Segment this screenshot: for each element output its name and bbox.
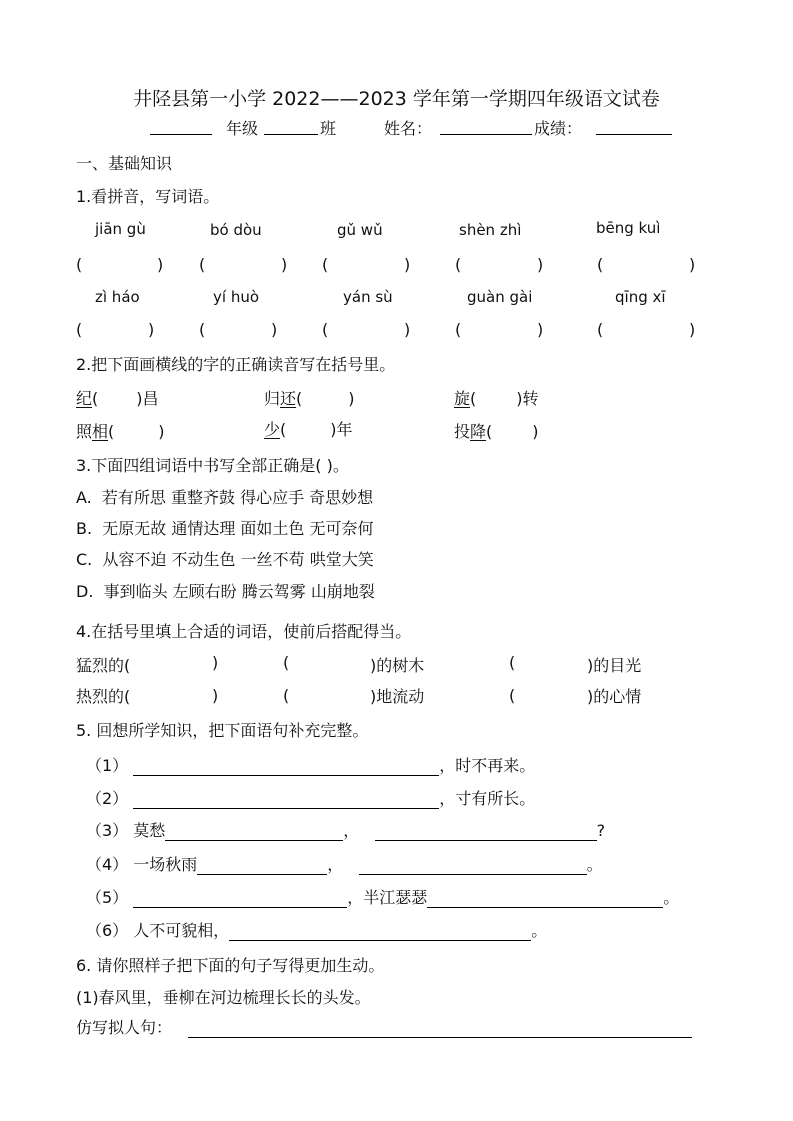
- answer-paren-close: ): [404, 255, 411, 274]
- fill-blank[interactable]: [375, 822, 597, 841]
- answer-paren-close: ): [157, 255, 164, 274]
- reading-item-2: 归还( ): [264, 389, 355, 408]
- answer-paren-open[interactable]: (: [597, 255, 604, 274]
- class-blank[interactable]: [264, 116, 318, 135]
- match-row-1-a[interactable]: 猛烈的(: [76, 656, 131, 675]
- score-label: 成绩：: [534, 119, 583, 138]
- reading-item-3: 旋( )转: [454, 389, 539, 408]
- answer-paren-open[interactable]: (: [597, 320, 604, 339]
- answer-paren-open[interactable]: (: [455, 320, 462, 339]
- match-row-2-e[interactable]: (: [509, 686, 516, 705]
- fill-blank[interactable]: [133, 790, 439, 809]
- score-blank[interactable]: [596, 116, 672, 135]
- imitation-answer-line[interactable]: [188, 1019, 692, 1038]
- answer-paren-close: ): [148, 320, 155, 339]
- match-row-2-f: )的心情: [587, 687, 642, 706]
- fill-blank[interactable]: [427, 889, 663, 908]
- fill-item-4: （4） 一场秋雨 ， 。: [86, 855, 603, 874]
- fill-blank[interactable]: [197, 856, 327, 875]
- example-sentence: (1)春风里，垂柳在河边梳理长长的头发。: [76, 988, 371, 1007]
- fill-item-5: （5） ，半江瑟瑟 。: [86, 888, 680, 907]
- match-row-1-c[interactable]: (: [283, 653, 290, 672]
- question-5-title: 5. 回想所学知识，把下面语句补充完整。: [76, 721, 369, 740]
- match-row-2-d: )地流动: [370, 687, 425, 706]
- reading-item-4: 照相( ): [76, 422, 165, 441]
- answer-paren-close: ): [689, 320, 696, 339]
- class-label: 班: [320, 119, 337, 138]
- answer-paren-open[interactable]: (: [76, 320, 83, 339]
- option-b[interactable]: B. 无原无故 通情达理 面如土色 无可奈何: [76, 519, 374, 538]
- name-blank[interactable]: [440, 116, 532, 135]
- answer-paren-close: ): [537, 320, 544, 339]
- pinyin-6: zì háo: [95, 288, 140, 306]
- option-d[interactable]: D. 事到临头 左顾右盼 腾云驾雾 山崩地裂: [76, 582, 375, 601]
- option-c[interactable]: C. 从容不迫 不动生色 一丝不苟 哄堂大笑: [76, 550, 374, 569]
- pinyin-1: jiān gù: [95, 220, 146, 238]
- pinyin-9: guàn gài: [467, 288, 533, 306]
- pinyin-10: qīng xī: [615, 288, 666, 306]
- question-4-title: 4.在括号里填上合适的词语，使前后搭配得当。: [76, 622, 412, 641]
- answer-paren-close: ): [404, 320, 411, 339]
- match-row-2-c[interactable]: (: [283, 686, 290, 705]
- underlined-char: 相: [92, 422, 109, 441]
- question-1-title: 1.看拼音，写词语。: [76, 187, 220, 206]
- grade-label: 年级: [226, 119, 259, 138]
- answer-paren-close: ): [281, 255, 288, 274]
- underlined-char: 还: [280, 389, 297, 408]
- pinyin-4: shèn zhì: [459, 221, 522, 239]
- answer-paren-close: ): [271, 320, 278, 339]
- underlined-char: 少: [264, 420, 281, 439]
- pinyin-3: gǔ wǔ: [337, 221, 383, 239]
- answer-paren-open[interactable]: (: [322, 320, 329, 339]
- fill-blank[interactable]: [229, 922, 531, 941]
- answer-paren-open[interactable]: (: [322, 255, 329, 274]
- answer-paren-open[interactable]: (: [199, 255, 206, 274]
- fill-item-2: （2） ，寸有所长。: [86, 789, 536, 808]
- page-title: 井陉县第一小学 2022——2023 学年第一学期四年级语文试卷: [133, 88, 660, 110]
- answer-paren-open[interactable]: (: [76, 255, 83, 274]
- section-title: 一、基础知识: [76, 154, 173, 173]
- answer-paren-close: ): [537, 255, 544, 274]
- underlined-char: 纪: [76, 389, 93, 408]
- fill-blank[interactable]: [165, 822, 343, 841]
- match-row-2-b: ): [212, 686, 219, 705]
- imitation-label: 仿写拟人句：: [76, 1018, 173, 1037]
- reading-item-5: 少( )年: [264, 420, 353, 439]
- grade-blank[interactable]: [150, 116, 212, 135]
- reading-item-6: 投降( ): [454, 422, 539, 441]
- option-a[interactable]: A. 若有所思 重整齐鼓 得心应手 奇思妙想: [76, 488, 374, 507]
- question-6-title: 6. 请你照样子把下面的句子写得更加生动。: [76, 956, 385, 975]
- answer-paren-close: ): [689, 255, 696, 274]
- pinyin-8: yán sù: [343, 288, 393, 306]
- match-row-1-f: )的目光: [587, 656, 642, 675]
- underlined-char: 降: [470, 422, 487, 441]
- answer-paren-open[interactable]: (: [455, 255, 462, 274]
- answer-paren-open[interactable]: (: [199, 320, 206, 339]
- match-row-1-e[interactable]: (: [509, 653, 516, 672]
- fill-item-1: （1） ，时不再来。: [86, 756, 536, 775]
- reading-item-1: 纪( )昌: [76, 389, 159, 408]
- question-2-title: 2.把下面画横线的字的正确读音写在括号里。: [76, 355, 396, 374]
- fill-blank[interactable]: [359, 856, 587, 875]
- match-row-2-a[interactable]: 热烈的(: [76, 687, 131, 706]
- pinyin-5: bēng kuì: [596, 219, 661, 237]
- fill-item-6: （6） 人不可貌相， 。: [86, 921, 548, 940]
- pinyin-2: bó dòu: [210, 221, 262, 239]
- fill-blank[interactable]: [133, 889, 347, 908]
- match-row-1-b: ): [212, 653, 219, 672]
- fill-item-3: （3） 莫愁 ， ?: [86, 821, 606, 840]
- question-3-title: 3.下面四组词语中书写全部正确是( )。: [76, 456, 349, 475]
- pinyin-7: yí huò: [213, 288, 260, 306]
- underlined-char: 旋: [454, 389, 471, 408]
- match-row-1-d: )的树木: [370, 656, 425, 675]
- fill-blank[interactable]: [133, 757, 439, 776]
- name-label: 姓名：: [384, 119, 433, 138]
